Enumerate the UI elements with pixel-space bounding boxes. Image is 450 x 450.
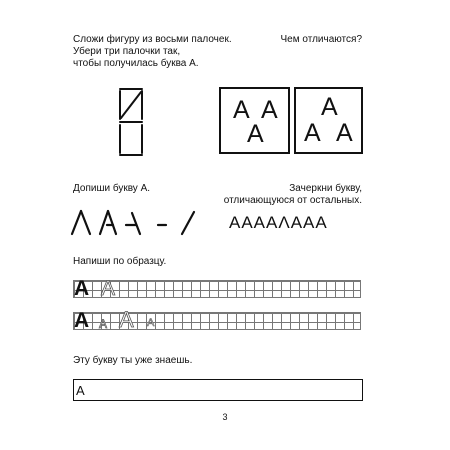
task2-title: Чем отличаются? <box>280 34 362 45</box>
task1-line-2: Убери три палочки так, <box>73 46 181 57</box>
task4-line-2: отличающуюся от остальных. <box>223 195 362 206</box>
box-left-letter-2: A <box>261 96 278 124</box>
task3-title: Допиши букву А. <box>73 183 151 194</box>
sample-letter-outline: A <box>101 277 116 300</box>
sample-letter-large-outline: A <box>119 307 134 332</box>
box-right-letter-2: A <box>304 119 321 147</box>
stick-figure <box>116 86 146 158</box>
box-left-letter-1: A <box>233 96 250 124</box>
box-left-letter-3: A <box>247 120 264 148</box>
box-right-letter-3: A <box>336 119 353 147</box>
task5-title: Напиши по образцу. <box>73 256 167 267</box>
compare-box-right <box>294 87 363 154</box>
writing-grid-row-1[interactable] <box>73 277 361 300</box>
sample-letter-small-outline: A <box>99 317 108 331</box>
compare-box-left <box>219 87 290 154</box>
letter-fragments <box>70 207 200 237</box>
sample-letter-tiny-outline: A <box>147 317 155 329</box>
box-right-letter-1: A <box>321 93 338 121</box>
task4-instructions <box>210 183 362 207</box>
task4-line-1: Зачеркни букву, <box>289 183 362 194</box>
answer-field[interactable] <box>73 379 363 401</box>
writing-grid-row-2[interactable] <box>73 307 361 332</box>
task1-line-1: Сложи фигуру из восьми палочек. <box>73 34 232 45</box>
answer-letter: А <box>76 383 85 398</box>
sample-letter-bold: A <box>74 277 90 300</box>
task1-line-3: чтобы получилась буква А. <box>73 58 199 69</box>
task6-title: Эту букву ты уже знаешь. <box>73 355 193 366</box>
sample-letter-bold-2: A <box>74 309 90 332</box>
task4-letter-row: AAAAΛAAA <box>229 213 328 232</box>
task1-instructions <box>73 34 273 70</box>
page-number: 3 <box>222 412 228 422</box>
